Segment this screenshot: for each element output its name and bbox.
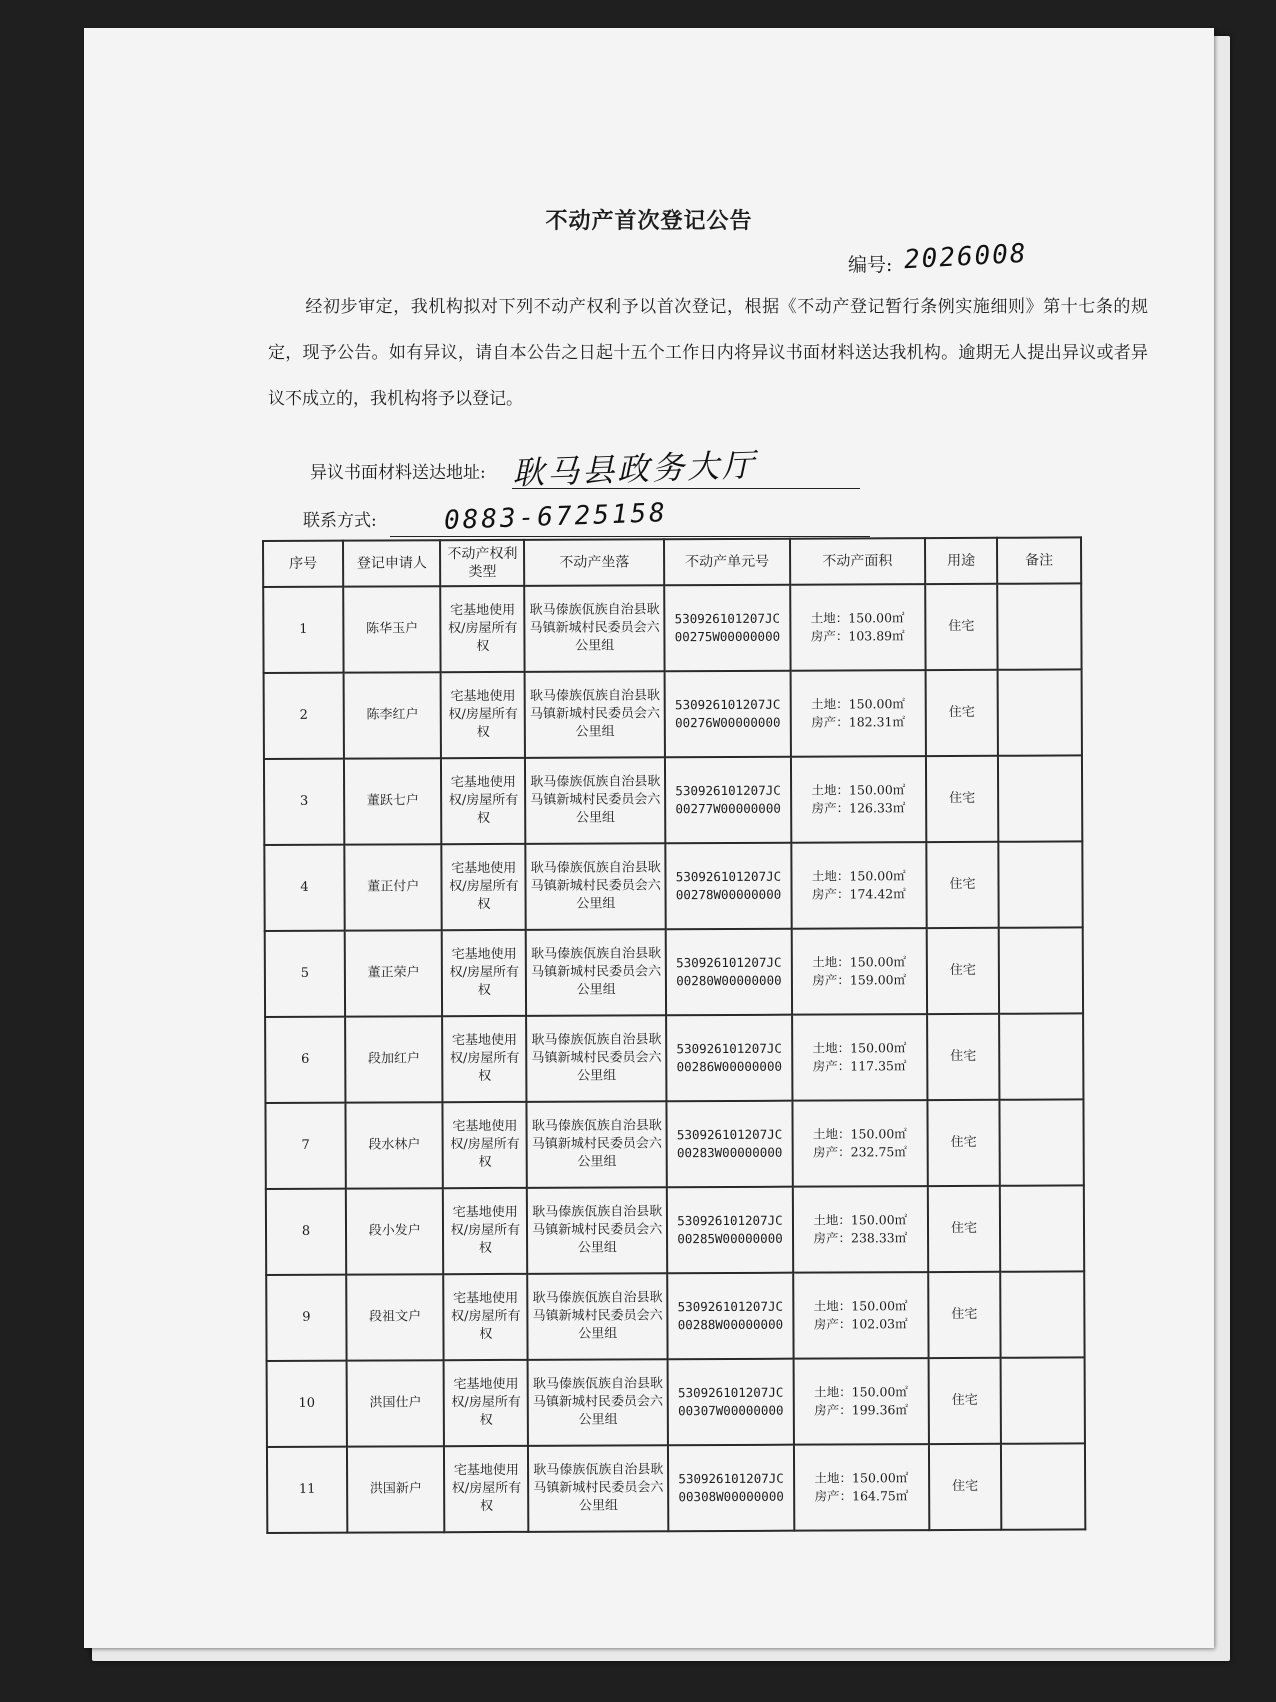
cell-area — [792, 1014, 927, 1101]
header-location: 不动产坐落 — [524, 539, 664, 586]
header-applicant: 登记申请人 — [343, 540, 441, 586]
unit-number-part-1: 530926101207JC — [676, 954, 782, 971]
cell-right-type: 宅基地使用权/房屋所有权 — [442, 1016, 526, 1102]
cell-seq: 5 — [265, 931, 345, 1017]
cell-area — [792, 1100, 927, 1187]
cell-seq: 2 — [264, 673, 344, 759]
house-area: 房产：238.33㎡ — [813, 1230, 908, 1246]
cell-unit-number — [666, 843, 792, 930]
cell-unit-number — [665, 757, 791, 844]
cell-unit-number — [667, 1101, 793, 1188]
unit-number-part-1: 530926101207JC — [676, 1126, 783, 1143]
cell-seq: 1 — [263, 587, 343, 673]
land-area: 土地：150.00㎡ — [814, 1470, 909, 1486]
unit-number-part-2: 00276W00000000 — [675, 714, 781, 731]
cell-use: 住宅 — [927, 928, 1000, 1014]
document-title: 不动产首次登记公告 — [545, 208, 753, 234]
announcement-page — [84, 28, 1214, 1648]
contact-handwritten: 0883-6725158 — [443, 498, 669, 536]
header-area: 不动产面积 — [790, 538, 925, 585]
cell-area — [790, 670, 925, 757]
cell-seq: 4 — [264, 845, 344, 931]
unit-number-part-2: 00307W00000000 — [678, 1402, 784, 1419]
table-row — [263, 583, 1081, 673]
cell-applicant: 洪国新户 — [347, 1446, 445, 1532]
cell-applicant: 董跃七户 — [344, 758, 442, 844]
table-row — [265, 1099, 1083, 1189]
cell-unit-number — [667, 1273, 793, 1360]
house-area: 房产：126.33㎡ — [811, 800, 906, 816]
cell-right-type: 宅基地使用权/房屋所有权 — [441, 758, 525, 844]
house-area: 房产：103.89㎡ — [810, 628, 905, 644]
unit-number-part-1: 530926101207JC — [675, 696, 781, 713]
cell-unit-number — [666, 1015, 792, 1102]
house-area: 房产：117.35㎡ — [812, 1058, 907, 1074]
objection-address-handwritten: 耿马县政务大厅 — [511, 445, 758, 493]
cell-unit-number — [668, 1445, 794, 1532]
cell-location: 耿马傣族佤族自治县耿马镇新城村民委员会六公里组 — [525, 671, 665, 758]
cell-right-type: 宅基地使用权/房屋所有权 — [443, 1188, 527, 1274]
cell-area — [793, 1358, 928, 1445]
cell-area — [791, 756, 926, 843]
objection-address-label: 异议书面材料送达地址: — [310, 463, 486, 483]
cell-seq: 9 — [266, 1275, 346, 1361]
land-area: 土地：150.00㎡ — [812, 1040, 907, 1056]
cell-use: 住宅 — [926, 842, 999, 928]
cell-unit-number — [668, 1359, 794, 1446]
cell-seq: 11 — [267, 1447, 347, 1533]
cell-location: 耿马傣族佤族自治县耿马镇新城村民委员会六公里组 — [528, 1445, 668, 1532]
cell-location: 耿马傣族佤族自治县耿马镇新城村民委员会六公里组 — [526, 843, 666, 930]
header-unit-number: 不动产单元号 — [664, 539, 790, 586]
cell-unit-number — [665, 671, 791, 758]
unit-number-part-1: 530926101207JC — [677, 1298, 784, 1315]
cell-use: 住宅 — [929, 1444, 1002, 1530]
table-row — [265, 927, 1083, 1017]
contact-label: 联系方式: — [303, 511, 377, 531]
cell-note — [1000, 1099, 1084, 1185]
unit-number-part-2: 00283W00000000 — [676, 1144, 783, 1161]
cell-area — [791, 928, 926, 1015]
table-row — [266, 1271, 1084, 1361]
objection-address-underline — [512, 488, 860, 489]
cell-location: 耿马傣族佤族自治县耿马镇新城村民委员会六公里组 — [526, 1015, 666, 1102]
land-area: 土地：150.00㎡ — [810, 610, 905, 626]
cell-location: 耿马傣族佤族自治县耿马镇新城村民委员会六公里组 — [525, 585, 665, 672]
cell-right-type: 宅基地使用权/房屋所有权 — [442, 930, 526, 1016]
unit-number-part-2: 00280W00000000 — [676, 972, 782, 989]
cell-note — [997, 583, 1081, 669]
cell-applicant: 陈李红户 — [344, 672, 442, 758]
cell-note — [999, 927, 1083, 1013]
cell-location: 耿马傣族佤族自治县耿马镇新城村民委员会六公里组 — [526, 929, 666, 1016]
cell-note — [1000, 1271, 1084, 1357]
unit-number-part-2: 00288W00000000 — [677, 1316, 784, 1333]
header-note: 备注 — [997, 537, 1081, 583]
cell-use: 住宅 — [925, 584, 998, 670]
unit-number-part-2: 00308W00000000 — [678, 1488, 784, 1505]
land-area: 土地：150.00㎡ — [811, 868, 906, 884]
table-row — [264, 841, 1082, 931]
table-row — [264, 755, 1082, 845]
cell-use: 住宅 — [926, 756, 999, 842]
cell-use: 住宅 — [928, 1272, 1001, 1358]
cell-applicant: 洪国仕户 — [347, 1360, 445, 1446]
cell-note — [998, 669, 1082, 755]
unit-number-part-1: 530926101207JC — [678, 1470, 784, 1487]
cell-right-type: 宅基地使用权/房屋所有权 — [444, 1360, 528, 1446]
header-right-type: 不动产权利类型 — [440, 540, 524, 586]
unit-number-part-2: 00277W00000000 — [675, 800, 781, 817]
land-area: 土地：150.00㎡ — [813, 1212, 908, 1228]
unit-number-part-2: 00278W00000000 — [675, 886, 782, 903]
unit-number-part-1: 530926101207JC — [675, 868, 782, 885]
cell-location: 耿马傣族佤族自治县耿马镇新城村民委员会六公里组 — [527, 1101, 667, 1188]
cell-right-type: 宅基地使用权/房屋所有权 — [441, 672, 525, 758]
header-seq: 序号 — [263, 541, 343, 587]
cell-right-type: 宅基地使用权/房屋所有权 — [442, 844, 526, 930]
cell-unit-number — [667, 1187, 793, 1274]
cell-seq: 3 — [264, 759, 344, 845]
table-row — [265, 1013, 1083, 1103]
house-area: 房产：232.75㎡ — [813, 1144, 907, 1160]
cell-applicant: 段加红户 — [345, 1016, 443, 1102]
cell-right-type: 宅基地使用权/房屋所有权 — [443, 1102, 527, 1188]
document-number-label: 编号: — [848, 254, 893, 276]
land-area: 土地：150.00㎡ — [814, 1384, 908, 1400]
cell-applicant: 段水林户 — [346, 1102, 444, 1188]
cell-right-type: 宅基地使用权/房屋所有权 — [444, 1446, 528, 1532]
cell-area — [790, 584, 925, 671]
cell-unit-number — [666, 929, 792, 1016]
land-area: 土地：150.00㎡ — [811, 782, 906, 798]
cell-unit-number — [664, 585, 790, 672]
cell-use: 住宅 — [927, 1100, 1000, 1186]
house-area: 房产：174.42㎡ — [811, 886, 906, 902]
cell-note — [1001, 1443, 1085, 1529]
cell-location: 耿马傣族佤族自治县耿马镇新城村民委员会六公里组 — [528, 1273, 668, 1360]
unit-number-part-2: 00285W00000000 — [677, 1230, 783, 1247]
table-row — [267, 1443, 1085, 1533]
cell-use: 住宅 — [925, 670, 998, 756]
cell-area — [794, 1444, 929, 1531]
cell-area — [793, 1272, 928, 1359]
cell-note — [1000, 1185, 1084, 1271]
unit-number-part-2: 00275W00000000 — [674, 628, 781, 645]
cell-applicant: 段小发户 — [346, 1188, 444, 1274]
cell-applicant: 陈华玉户 — [343, 586, 441, 672]
land-area: 土地：150.00㎡ — [811, 696, 905, 712]
cell-seq: 7 — [265, 1103, 345, 1189]
house-area: 房产：182.31㎡ — [811, 714, 906, 730]
cell-applicant: 董正荣户 — [345, 930, 443, 1016]
land-area: 土地：150.00㎡ — [813, 1298, 908, 1314]
unit-number-part-2: 00286W00000000 — [676, 1058, 783, 1075]
cell-use: 住宅 — [928, 1358, 1001, 1444]
unit-number-part-1: 530926101207JC — [678, 1384, 784, 1401]
cell-right-type: 宅基地使用权/房屋所有权 — [441, 586, 525, 672]
table-row — [266, 1185, 1084, 1275]
cell-seq: 6 — [265, 1017, 345, 1103]
land-area: 土地：150.00㎡ — [812, 954, 907, 970]
table-row — [267, 1357, 1085, 1447]
unit-number-part-1: 530926101207JC — [675, 782, 781, 799]
house-area: 房产：164.75㎡ — [814, 1488, 909, 1504]
cell-use: 住宅 — [927, 1014, 1000, 1100]
house-area: 房产：102.03㎡ — [813, 1316, 908, 1332]
cell-note — [1001, 1357, 1085, 1443]
table-row — [264, 669, 1082, 759]
header-use: 用途 — [925, 538, 997, 584]
unit-number-part-1: 530926101207JC — [676, 1040, 782, 1057]
cell-area — [791, 842, 926, 929]
cell-location: 耿马傣族佤族自治县耿马镇新城村民委员会六公里组 — [527, 1187, 667, 1274]
land-area: 土地：150.00㎡ — [813, 1126, 907, 1142]
table-header-row — [263, 537, 1081, 587]
cell-applicant: 段祖文户 — [346, 1274, 444, 1360]
house-area: 房产：199.36㎡ — [814, 1402, 909, 1418]
unit-number-part-1: 530926101207JC — [677, 1212, 783, 1229]
cell-location: 耿马傣族佤族自治县耿马镇新城村民委员会六公里组 — [528, 1359, 668, 1446]
house-area: 房产：159.00㎡ — [812, 972, 907, 988]
cell-seq: 8 — [266, 1189, 346, 1275]
unit-number-part-1: 530926101207JC — [674, 610, 781, 627]
cell-seq: 10 — [267, 1361, 347, 1447]
cell-note — [998, 841, 1082, 927]
cell-location: 耿马傣族佤族自治县耿马镇新城村民委员会六公里组 — [525, 757, 665, 844]
registration-table — [262, 536, 1086, 1534]
document-number-handwritten: 2026008 — [903, 238, 1029, 276]
cell-applicant: 董正付户 — [344, 844, 442, 930]
announcement-body: 经初步审定，我机构拟对下列不动产权利予以首次登记，根据《不动产登记暂行条例实施细则》第十七条的规定，现予公告。如有异议，请自本公告之日起十五个工作日内将异议书面材料送达我机构。逾期无人提出异议或者异议不成立的，我机构将予以登记。 — [268, 297, 1148, 409]
cell-right-type: 宅基地使用权/房屋所有权 — [444, 1274, 528, 1360]
cell-note — [998, 755, 1082, 841]
cell-area — [793, 1186, 928, 1273]
cell-use: 住宅 — [928, 1186, 1001, 1272]
cell-note — [999, 1013, 1083, 1099]
